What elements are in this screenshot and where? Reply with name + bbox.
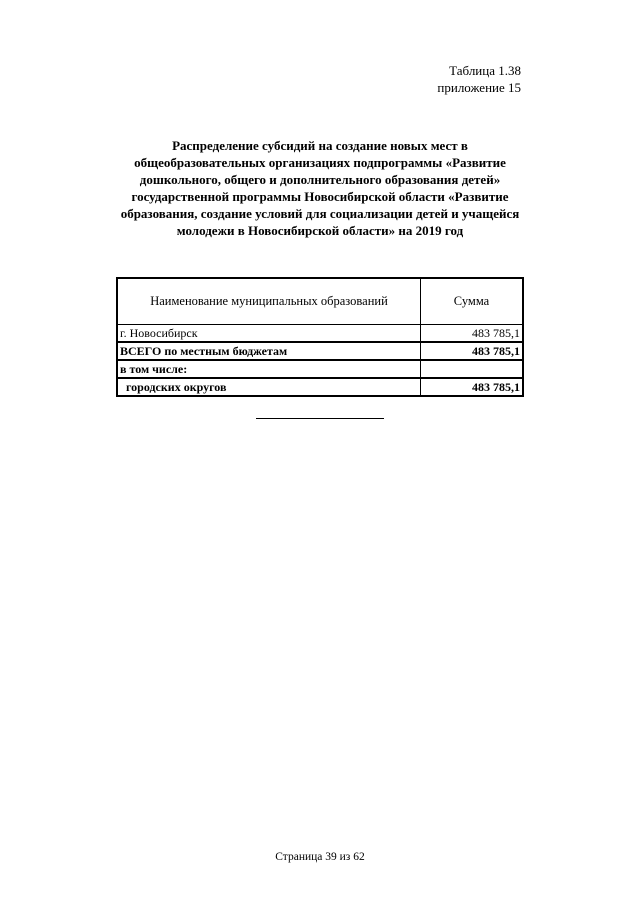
separator-line (256, 418, 384, 419)
title-line: образования, создание условий для социализации детей и учащейся (120, 206, 520, 221)
title-line: дошкольного, общего и дополнительного образования детей» (139, 172, 501, 187)
table-header-row (117, 278, 523, 325)
row-amount: 483 785,1 (421, 325, 524, 343)
table-row (117, 325, 523, 343)
row-name: городских округов (117, 378, 421, 396)
document-title (110, 137, 530, 239)
title-line: молодежи в Новосибирской области» на 2019 год (176, 223, 464, 238)
column-header-amount: Сумма (421, 278, 524, 325)
table-row-total (117, 342, 523, 360)
table-number: Таблица 1.38 (449, 63, 521, 78)
row-name: г. Новосибирск (117, 325, 421, 343)
appendix-number: приложение 15 (437, 80, 521, 95)
column-header-name: Наименование муниципальных образований (117, 278, 421, 325)
title-line: государственной программы Новосибирской области «Развитие (131, 189, 509, 204)
table-row (117, 360, 523, 378)
row-amount: 483 785,1 (421, 378, 524, 396)
table-row (117, 378, 523, 396)
row-name: в том числе: (117, 360, 421, 378)
document-header (437, 62, 521, 96)
row-amount (421, 360, 524, 378)
row-name: ВСЕГО по местным бюджетам (117, 342, 421, 360)
row-amount: 483 785,1 (421, 342, 524, 360)
subsidy-table (116, 277, 524, 397)
title-line: общеобразовательных организациях подпрограммы «Развитие (134, 155, 506, 170)
title-line: Распределение субсидий на создание новых мест в (172, 138, 468, 153)
page-number: Страница 39 из 62 (275, 851, 365, 863)
